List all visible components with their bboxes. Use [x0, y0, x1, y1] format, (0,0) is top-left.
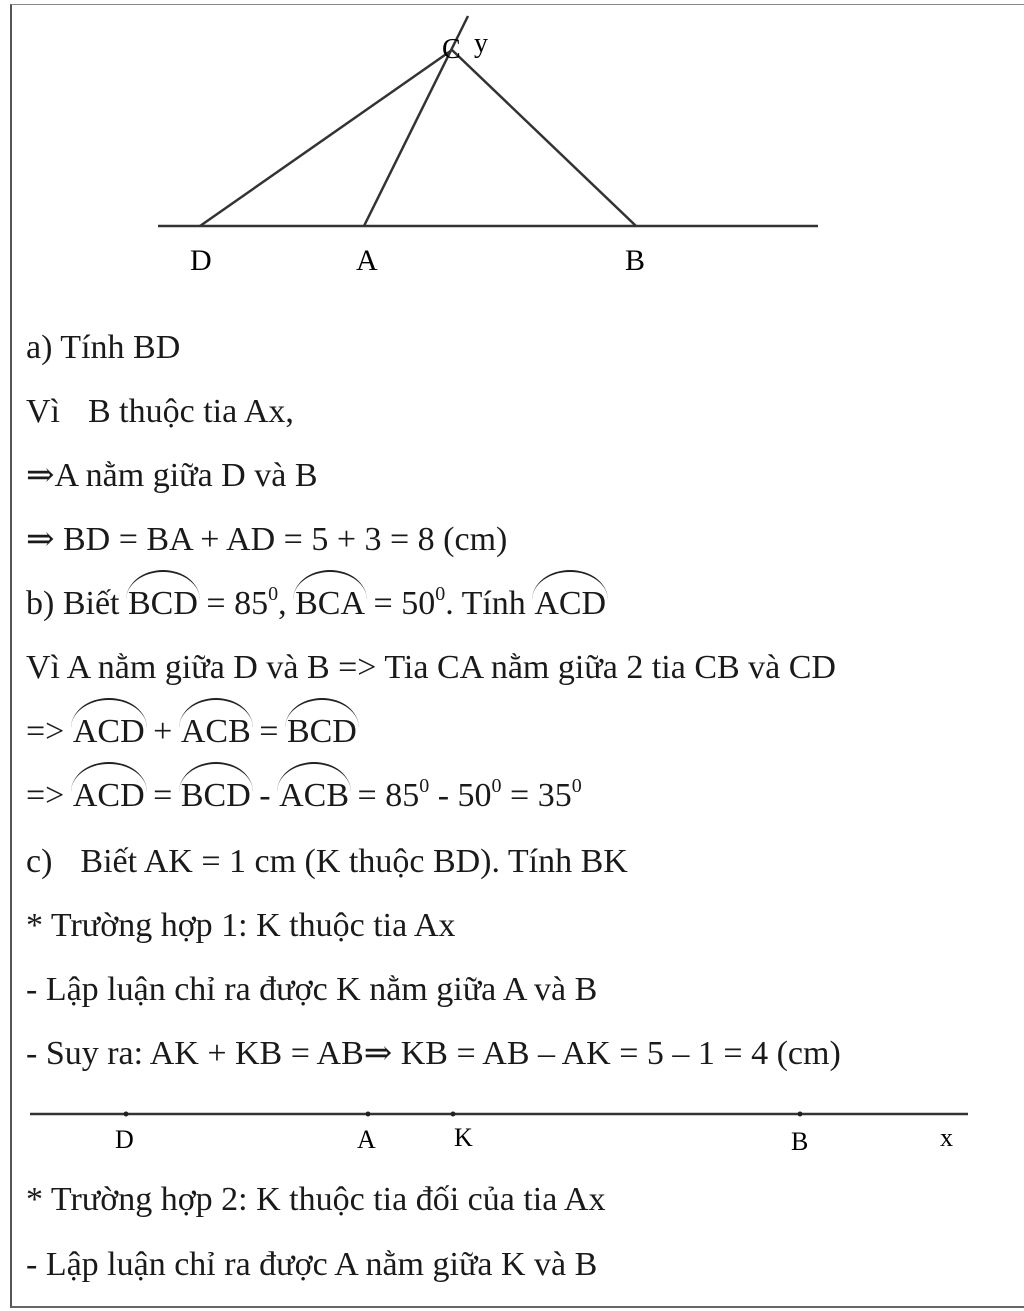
- point-a: [366, 1112, 371, 1117]
- angle-bcd: BCD: [286, 713, 357, 750]
- triangle-figure: [0, 0, 1024, 300]
- case1-line2: - Suy ra: AK + KB = AB⇒ KB = AB – AK = 5 – 1 = 4 (cm): [26, 1035, 841, 1072]
- plus: +: [144, 713, 181, 750]
- case2-heading: * Trường hợp 2: K thuộc tia đối của tia Ax: [26, 1181, 606, 1218]
- text: = 35: [501, 777, 572, 814]
- label-c: C: [442, 34, 461, 65]
- equals: =: [250, 713, 287, 750]
- part-b-line3: [26, 712, 357, 752]
- segment-cb: [452, 50, 636, 226]
- label-b: B: [625, 244, 646, 277]
- angle-bcd: BCD: [180, 777, 251, 814]
- segment-dc: [200, 50, 452, 226]
- angle-bcd: BCD: [127, 585, 198, 622]
- part-a-line3: ⇒ BD = BA + AD = 5 + 3 = 8 (cm): [26, 521, 508, 558]
- angle-acd: ACD: [72, 777, 145, 814]
- text: Biết AK = 1 cm (K thuộc BD). Tính BK: [80, 843, 628, 880]
- minus: -: [250, 777, 280, 814]
- equals: =: [144, 777, 181, 814]
- label-k: K: [454, 1123, 473, 1152]
- label-y: y: [474, 28, 488, 59]
- part-a-line1-text: B thuộc tia Ax,: [88, 393, 294, 430]
- text: = 85: [349, 777, 420, 814]
- text: - 50: [429, 777, 492, 814]
- degree: 0: [435, 583, 446, 605]
- label-d: D: [190, 244, 212, 277]
- label-a: A: [357, 1125, 376, 1154]
- label-x: x: [940, 1123, 953, 1152]
- part-a-line1: [26, 392, 294, 432]
- angle-bca: BCA: [295, 585, 366, 622]
- degree: 0: [268, 583, 279, 605]
- point-b: [798, 1112, 803, 1117]
- part-a-title: a) Tính BD: [26, 329, 181, 366]
- text: ,: [278, 585, 296, 622]
- case1-heading: * Trường hợp 1: K thuộc tia Ax: [26, 907, 456, 944]
- text: . Tính: [445, 585, 535, 622]
- label-a: A: [356, 244, 378, 277]
- label-d: D: [115, 1125, 134, 1154]
- part-b-line4: [26, 776, 582, 816]
- degree: 0: [491, 775, 502, 797]
- point-k: [451, 1112, 456, 1117]
- case1-line1: - Lập luận chỉ ra được K nằm giữa A và B: [26, 971, 598, 1008]
- part-b-title: [26, 584, 606, 624]
- case2-line1: - Lập luận chỉ ra được A nằm giữa K và B: [26, 1246, 598, 1283]
- part-c-title: [26, 842, 628, 882]
- part-a-line1-prefix: Vì: [26, 393, 60, 430]
- number-line-figure: [0, 1100, 1024, 1160]
- arrow: =>: [26, 777, 65, 814]
- angle-acd: ACD: [72, 713, 145, 750]
- part-b-line2: Vì A nằm giữa D và B => Tia CA nằm giữa 2 tia CB và CD: [26, 649, 836, 686]
- degree: 0: [419, 775, 430, 797]
- point-d: [124, 1112, 129, 1117]
- angle-acb: ACB: [279, 777, 350, 814]
- arrow: =>: [26, 713, 65, 750]
- part-a-line2: ⇒A nằm giữa D và B: [26, 457, 318, 494]
- text: = 85: [197, 585, 269, 622]
- degree: 0: [571, 775, 582, 797]
- label-b: B: [791, 1127, 809, 1156]
- text: b) Biết: [26, 585, 128, 622]
- text: c): [26, 843, 53, 880]
- angle-acb: ACB: [180, 713, 251, 750]
- angle-acd: ACD: [534, 585, 607, 622]
- text: = 50: [365, 585, 436, 622]
